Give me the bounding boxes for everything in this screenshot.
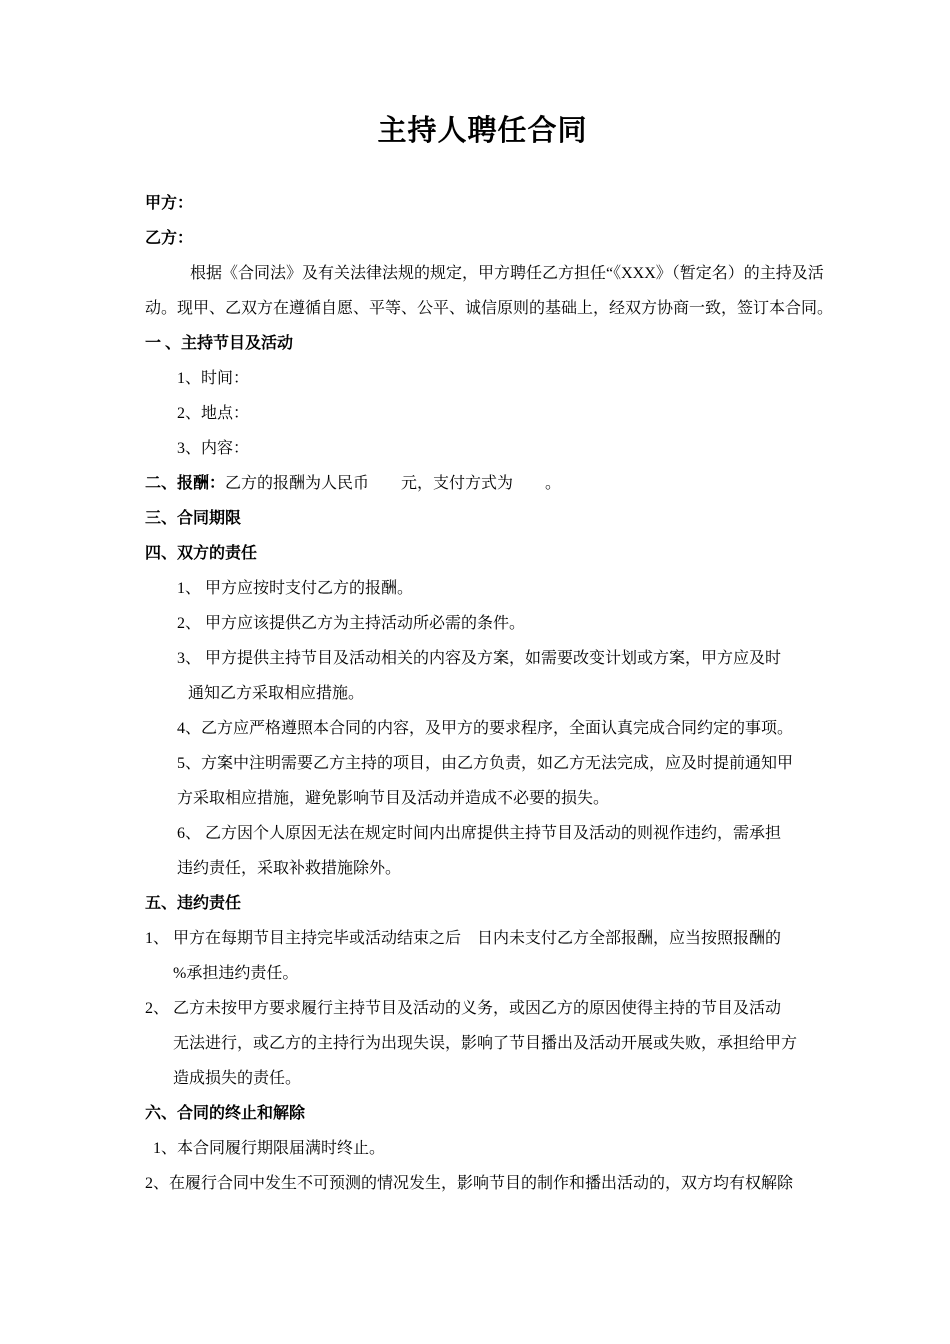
section-1-heading: 一 、主持节目及活动 [145, 335, 294, 352]
section-4-item-4: 4、乙方应严格遵照本合同的内容，及甲方的要求程序，全面认真完成合同约定的事项。 [177, 720, 794, 737]
section-6-item-1: 1、本合同履行期限届满时终止。 [153, 1140, 386, 1157]
section-4-heading: 四、双方的责任 [145, 545, 258, 562]
section-5-item-1: 1、 甲方在每期节目主持完毕或活动结束之后 日内未支付乙方全部报酬，应当按照报酬的 [145, 930, 782, 947]
section-2-text: 乙方的报酬为人民币 元，支付方式为 。 [225, 475, 562, 492]
section-2-heading: 二、报酬： [145, 475, 226, 492]
section-4-item-3-cont: 通知乙方采取相应措施。 [188, 685, 365, 702]
section-5-item-2-cont-2: 造成损失的责任。 [173, 1070, 302, 1087]
section-6-heading: 六、合同的终止和解除 [145, 1105, 306, 1122]
section-4-item-3: 3、 甲方提供主持节目及活动相关的内容及方案，如需要改变计划或方案，甲方应及时 [177, 650, 782, 667]
section-4-item-6: 6、 乙方因个人原因无法在规定时间内出席提供主持节目及活动的则视作违约，需承担 [177, 825, 782, 842]
section-5-item-2: 2、 乙方未按甲方要求履行主持节目及活动的义务，或因乙方的原因使得主持的节目及活动 [145, 1000, 782, 1017]
document-body [145, 186, 834, 1201]
section-5-item-1-cont: %承担违约责任。 [173, 965, 299, 982]
section-1-item-time: 1、时间： [177, 370, 250, 387]
party-a-line: 甲方： [145, 195, 194, 212]
section-2-heading-line [145, 466, 820, 501]
section-4-item-5-cont: 方采取相应措施，避免影响节目及活动并造成不必要的损失。 [177, 790, 610, 807]
section-5-heading: 五、违约责任 [145, 895, 242, 912]
document-title: 主持人聘任合同 [377, 115, 588, 147]
section-3-heading: 三、合同期限 [145, 510, 242, 527]
section-4-item-6-cont: 违约责任，采取补救措施除外。 [177, 860, 402, 877]
section-4-item-1: 1、 甲方应按时支付乙方的报酬。 [177, 580, 414, 597]
section-1-item-content: 3、内容： [177, 440, 250, 457]
party-b-line: 乙方： [145, 230, 194, 247]
section-6-item-2: 2、在履行合同中发生不可预测的情况发生，影响节目的制作和播出活动的，双方均有权解除 [145, 1175, 794, 1192]
preamble-line-2: 动。现甲、乙双方在遵循自愿、平等、公平、诚信原则的基础上，经双方协商一致，签订本合同。 [145, 300, 834, 317]
section-5-item-2-cont-1: 无法进行，或乙方的主持行为出现失误，影响了节目播出及活动开展或失败，承担给甲方 [173, 1035, 798, 1052]
preamble-line-1: 根据《合同法》及有关法律法规的规定，甲方聘任乙方担任“《XXX》（暂定名）的主持及活 [190, 265, 824, 282]
section-1-item-place: 2、地点： [177, 405, 250, 422]
section-4-item-2: 2、 甲方应该提供乙方为主持活动所必需的条件。 [177, 615, 526, 632]
section-4-item-5: 5、方案中注明需要乙方主持的项目，由乙方负责，如乙方无法完成，应及时提前通知甲 [177, 755, 794, 772]
